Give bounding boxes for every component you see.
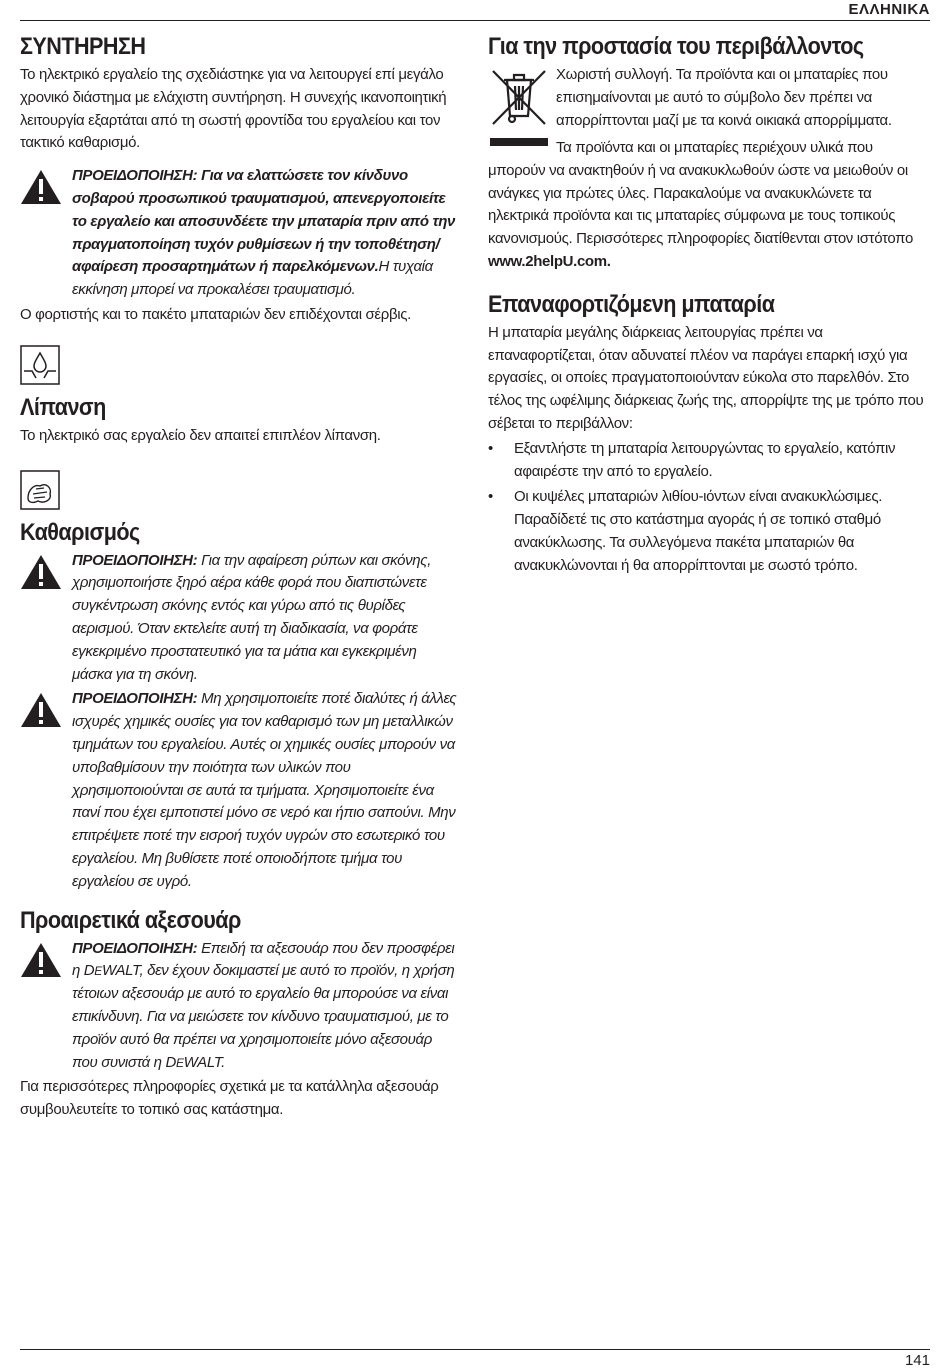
environment-section [488,32,933,274]
crossed-bin-icon [488,66,556,151]
accessories-warning-part3: WALT. [183,1053,225,1071]
recycle-text [488,137,933,274]
warning-triangle-icon [20,550,72,687]
maintenance-warning-bold: ΠΡΟΕΙΔΟΠΟΙΗΣΗ: Για να ελαττώσετε τον κίνδυνο σοβαρού προσωπικού τραυματισμού, απενεργοποιείτε το εργαλείο και αποσυνδέετε την μπαταρία πριν από την πραγματοποίηση τυχόν ρυθμίσεων ή την τοποθέτηση/αφαίρεση προσαρτημάτων ή παρελκόμενων. [72,167,456,276]
cleaning-warning-1-text: Για την αφαίρεση ρύπων και σκόνης, χρησιμοποιήστε ξηρό αέρα κάθε φορά που διαπιστώνετε συγκέντρωση σκόνης εντός και γύρω από τις θυρίδες αερισμού. Όταν εκτελείτε αυτή τη διαδικασία, να φοράτε εγκεκριμένο προστατευτικό για τα μάτια και εγκεκριμένη μάσκα για τη σκόνη. [72,551,432,683]
separate-collection-text: Χωριστή συλλογή. Τα προϊόντα και οι μπαταρίες που επισημαίνονται με αυτό το σύμβολο δεν πρέπει να απορρίπτονται μαζί με τα κοινά οικιακά απορρίμματα. [556,66,892,129]
lubrication-title: Λίπανση [20,393,106,421]
maintenance-intro: Το ηλεκτρικό εργαλείο της σχεδιάστηκε για να λειτουργεί επί μεγάλο χρονικό διάστημα με ελάχιστη συντήρηση. Η συνεχής ικανοποιητική λειτουργία εξαρτάται από τη σωστή φροντίδα του εργαλείου και τον τακτικό καθαρισμό. [20,66,447,152]
warning-triangle-icon [20,165,72,302]
battery-bullet-list [488,438,933,578]
list-item: • Οι κυψέλες μπαταριών λιθίου-ιόντων είναι ανακυκλώσιμες. Παραδίδετέ τις στο κατάστημα αγοράς ή σε τοπικό σταθμό ανακύκλωσης. Τα συλλεγόμενα πακέτα μπαταριών θα ανακυκλώνονται ή θα απορρίπτονται με σωστό τρόπο. [488,486,933,577]
cleaning-warning-2-text: Μη χρησιμοποιείτε ποτέ διαλύτες ή άλλες ισχυρές χημικές ουσίες για τον καθαρισμό των μη μεταλλικών τμημάτων του εργαλείου. Αυτές οι χημικές ουσίες μπορούν να υποβαθμίσουν την ποιότητα των υλικών που χρησιμοποιούνται σε αυτά τα τμήματα. Χρησιμοποιείτε ένα πανί που έχει εμποτιστεί μόνο σε νερό και ήπιο σαπούνι. Μην επιτρέψετε ποτέ την εισροή τυχόν υγρών στο εσωτερικό του εργαλείου. Μη βυθίσετε ποτέ οποιοδήποτε τμήμα του εργαλείου σε υγρό. [72,690,457,890]
battery-title: Επαναφορτιζόμενη μπαταρία [488,290,775,318]
accessories-section [20,906,460,1122]
cleaning-icon [20,470,60,510]
page-number: 141 [904,1352,930,1368]
battery-text: Η μπαταρία μεγάλης διάρκειας λειτουργίας πρέπει να επαναφορτίζεται, όταν αδυνατεί πλέον να παράγει επαρκή ισχύ για εργασίες, οι οποίες πραγματοποιούνταν εύκολα στο παρελθόν. Στο τέλος της ωφέλιμης διάρκειας ζωής της, απορρίψτε της με τρόπο που σέβεται το περιβάλλον: [488,323,924,432]
no-service-note: Ο φορτιστής και το πακέτο μπαταριών δεν επιδέχονται σέρβις. [20,305,411,323]
website-link[interactable]: www.2helpU.com. [488,252,611,270]
accessories-warning-label: ΠΡΟΕΙΔΟΠΟΙΗΣΗ: [72,939,198,957]
cleaning-title: Καθαρισμός [20,518,140,546]
maintenance-warning-rest: Η τυχαία εκκίνηση μπορεί να προκαλέσει τραυματισμό. [72,258,433,299]
maintenance-section [20,32,460,327]
cleaning-warning-2 [20,688,460,893]
accessories-warning-part2: WALT, δεν έχουν δοκιμαστεί με αυτό το προϊόν, η χρήση τέτοιων αξεσουάρ με αυτό το εργαλείο θα μπορούσε να είναι επικίνδυνη. Για να μειώσετε τον κίνδυνο τραυματισμού, με το προϊόν αυτό θα πρέπει να χρησιμοποιείτε μόνο αξεσουάρ που συνιστά η D [72,962,455,1071]
right-column [488,32,933,581]
accessories-warning-part1: Επειδή τα αξεσουάρ που δεν προσφέρει η D [72,939,455,980]
maintenance-warning [20,165,460,302]
accessories-title: Προαιρετικά αξεσουάρ [20,906,241,934]
dewalt-small-e: E [175,1055,184,1070]
recycle-body: Τα προϊόντα και οι μπαταρίες περιέχουν υλικά που μπορούν να ανακτηθούν ή να ανακυκλωθούν ώστε να μειωθούν οι ανάγκες για πρώτες ύλες. Παρακαλούμε να ανακυκλώνετε τα ηλεκτρικά προϊόντα και τις μπαταρίες σύμφωνα με τους τοπικούς κανονισμούς. Περισσότερες πληροφορίες διατίθενται στον ιστότοπο [488,139,913,248]
language-label: ΕΛΛΗΝΙΚΑ [848,1,930,18]
left-column [20,32,460,1122]
lubrication-icon [20,345,60,385]
cleaning-warning-1 [20,550,460,687]
lubrication-text: Το ηλεκτρικό σας εργαλείο δεν απαιτεί επιπλέον λίπανση. [20,426,381,444]
warning-triangle-icon [20,688,72,893]
header-rule [20,20,930,21]
environment-title: Για την προστασία του περιβάλλοντος [488,33,864,60]
accessories-text: Για περισσότερες πληροφορίες σχετικά με τα κατάλληλα αξεσουάρ συμβουλευτείτε το τοπικό σας κατάστημα. [20,1078,439,1119]
lubrication-section [20,393,460,448]
dewalt-small-e: E [94,964,102,979]
warning-triangle-icon [20,938,72,1075]
battery-section [488,290,933,578]
footer-rule [20,1349,930,1350]
maintenance-title: ΣΥΝΤΗΡΗΣΗ [20,33,146,60]
cleaning-section [20,518,460,894]
list-item: • Εξαντλήστε τη μπαταρία λειτουργώντας το εργαλείο, κατόπιν αφαιρέστε την από το εργαλείο. [488,438,933,484]
cleaning-warning-2-label: ΠΡΟΕΙΔΟΠΟΙΗΣΗ: [72,690,198,708]
cleaning-warning-1-label: ΠΡΟΕΙΔΟΠΟΙΗΣΗ: [72,551,198,569]
accessories-warning [20,938,460,1075]
